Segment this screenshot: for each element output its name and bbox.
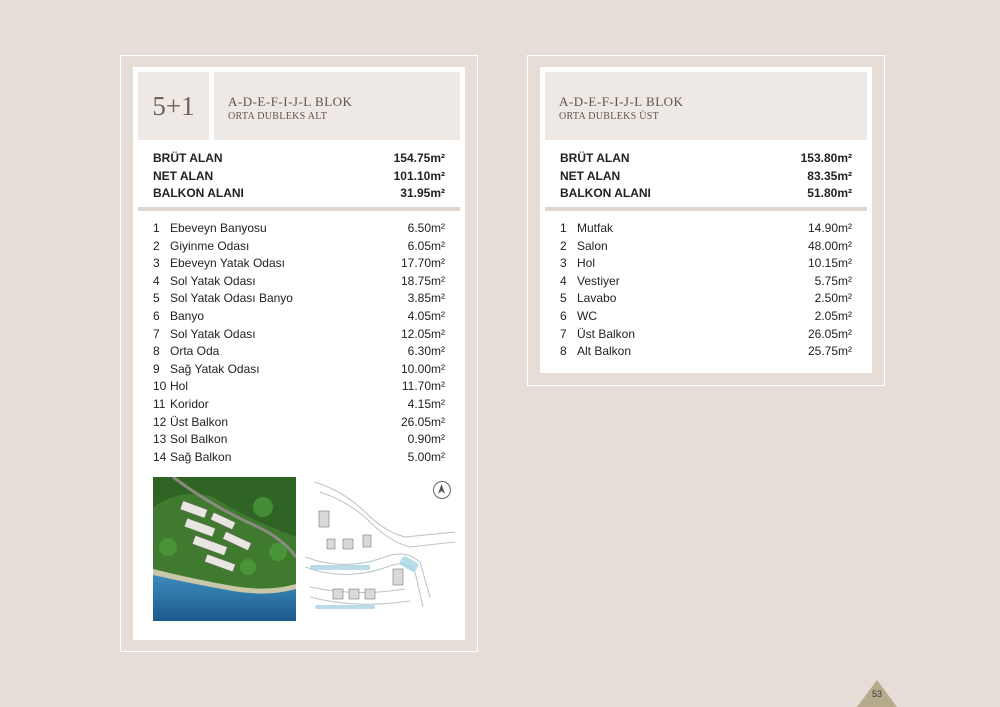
area-row: NET ALAN 83.35m² [560, 168, 852, 183]
list-item: 7 Sol Yatak Odası 12.05m² [153, 326, 445, 341]
area-row: BALKON ALANI 51.80m² [560, 186, 852, 201]
compass-icon [433, 481, 451, 499]
left-block-title: A-D-E-F-I-J-L BLOK [228, 94, 353, 109]
list-item: 5 Sol Yatak Odası Banyo 3.85m² [153, 291, 445, 306]
list-item: 6 Banyo 4.05m² [153, 308, 445, 323]
site-plan-diagram [305, 477, 455, 621]
left-header [214, 72, 460, 140]
section-divider [138, 207, 460, 211]
list-item: 2 Salon 48.00m² [560, 238, 852, 253]
list-item: 4 Sol Yatak Odası 18.75m² [153, 273, 445, 288]
list-item: 1 Mutfak 14.90m² [560, 221, 852, 235]
left-area-summary [153, 150, 445, 203]
list-item: 2 Giyinme Odası 6.05m² [153, 238, 445, 253]
right-block-subtitle: ORTA DUBLEKS ÜST [559, 111, 660, 122]
list-item: 7 Üst Balkon 26.05m² [560, 326, 852, 341]
list-item: 6 WC 2.05m² [560, 308, 852, 323]
list-item: 9 Sağ Yatak Odası 10.00m² [153, 361, 445, 376]
list-item: 12 Üst Balkon 26.05m² [153, 414, 445, 429]
list-item: 14 Sağ Balkon 5.00m² [153, 449, 445, 464]
list-item: 5 Lavabo 2.50m² [560, 291, 852, 306]
right-header [545, 72, 867, 140]
right-block-title: A-D-E-F-I-J-L BLOK [559, 94, 684, 109]
right-plan-card [540, 67, 872, 373]
list-item: 1 Ebeveyn Banyosu 6.50m² [153, 221, 445, 235]
list-item: 4 Vestiyer 5.75m² [560, 273, 852, 288]
area-row: BRÜT ALAN 154.75m² [153, 151, 445, 165]
list-item: 8 Orta Oda 6.30m² [153, 344, 445, 359]
list-item: 11 Koridor 4.15m² [153, 396, 445, 411]
list-item: 13 Sol Balkon 0.90m² [153, 432, 445, 447]
area-row: BALKON ALANI 31.95m² [153, 186, 445, 201]
aerial-photo [153, 477, 296, 621]
page-number-tab [857, 680, 897, 707]
section-divider [545, 207, 867, 211]
area-row: BRÜT ALAN 153.80m² [560, 151, 852, 165]
room-count-badge: 5+1 [138, 72, 209, 140]
left-block-subtitle: ORTA DUBLEKS ALT [228, 111, 328, 122]
list-item: 10 Hol 11.70m² [153, 379, 445, 394]
right-area-summary [560, 150, 852, 203]
area-row: NET ALAN 101.10m² [153, 168, 445, 183]
page-number: 53 [871, 689, 882, 699]
left-plan-card [133, 67, 465, 640]
list-item: 3 Ebeveyn Yatak Odası 17.70m² [153, 256, 445, 271]
list-item: 3 Hol 10.15m² [560, 256, 852, 271]
right-room-list [560, 220, 852, 361]
left-room-list [153, 220, 445, 466]
list-item: 8 Alt Balkon 25.75m² [560, 344, 852, 359]
